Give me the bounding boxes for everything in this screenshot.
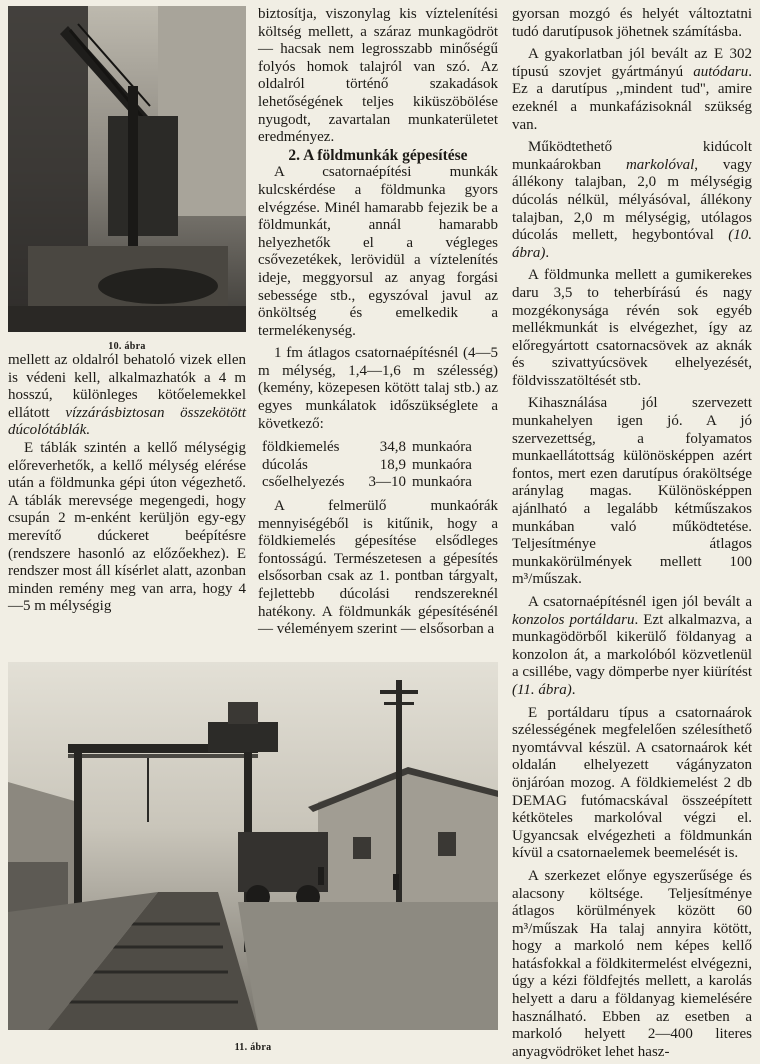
work-unit: munkaóra [411,456,472,473]
paragraph-text: A csatornaépítésnél igen jól bevált a [528,594,752,610]
column-2-paragraph-3: A felmerülő munkaórák mennyiségéből is kitűnik, hogy a földkiemelés gépesítése elsődleges fontosságú. Természetesen a gépesítés elsősorban csak az 1. pontban tárgyalt, fejlettebb dúcolási rendszereknél hatékony. A földmunkák gépesítésénél — véleményem szerint — elsősorban a [258,498,498,638]
work-value: 3—10 [368,474,406,491]
paragraph-text: Működtethető kidúcolt munkaárokban [512,139,752,173]
paragraph-text: . Ez a darutípus ,,mindent tud'', amire ezeknél a munkafázisoknál szükség van. [512,63,752,133]
portal-crane-photo-image [8,662,498,1030]
emphasis-text: vízzárásbiztosan összekötött dúcolótáblák. [8,404,247,439]
column-2-intro: biztosítja, viszonylag kis víztelenítési költség mellett, a száraz munkagödröt — hacsak nem legrosszabb minőségű folyós homok talajról van szó. Az oldalról történő szakadások lehetőségének teljes kiküszöbölése nyugodt, zavartalan munkaterületet eredményez. [258,6,498,146]
column-3-paragraph-1 [512,46,752,134]
paragraph-text: A gyakorlatban jól bevált az E 302 típusú szovjet gyártmányú [512,46,752,80]
column-2-paragraph-2: 1 fm átlagos csatornaépítésnél (4—5 m mélység, 1,4—1,6 m szélesség) (kemény, közepesen kötött talaj stb.) az egyes munkálatok időszükséglete a következő: [258,345,498,432]
column-3-paragraph-2 [512,139,752,262]
paragraph-text: . [545,244,550,261]
figure-10-photo [8,6,246,332]
column-3-paragraph-3: A földmunka mellett a gumikerekes daru 3,5 to teherbírású és nagy mozgékonysága révén sok egyéb mellékmunkát is elvégezhet, így az előregyártott csatornacsövek az aknák és szivattyúcsövek elhelyezését, földvisszatöltését stb. [512,267,752,389]
work-label: csőelhelyezés [262,474,345,491]
work-unit: munkaóra [411,474,472,491]
column-3-paragraph-6: E portáldaru típus a csatornaárok szélességének megfelelően szélesíthető nyomtávval készül. A csatornaárok két oldalán elhelyezett vágányzaton önjáróan mozog. A földkiemelést 2 db DEMAG futómacskával összeépített kétköteles markolóval végzi el. Ugyancsak elvégezheti a földmunkán kívül a csatornaelemek beemelését is. [512,704,752,862]
work-hours-table [262,439,472,492]
paragraph-text: , vagy állékony talajban, 2,0 m mélységig dúcolás nélkül, mélyásóval, állékony talajban, 2,0 m mélységig, utólagos dúcolás mellett, hegybontóval [512,156,752,244]
emphasis-text: autódaru [693,63,749,80]
column-1-paragraph-1 [8,352,246,440]
work-label: földkiemelés [262,439,340,456]
work-unit: munkaóra [411,439,472,456]
table-row [262,474,472,492]
column-1-paragraph-2: E táblák szintén a kellő mélységig előreverhetők, a kellő mélység elérése után a földmunka gépi úton végezhető. A táblák merevsége megengedi, hogy csupán 2 m-enként kerüljön egy-egy merevítő dúckeret beépítésre (rendszere hasonló az előzőekhez). E rendszer most áll kísérlet alatt, azonban minden remény meg van arra, hogy 4—5 m mélységig [8,439,246,615]
figure-11-caption: 11. ábra [234,1042,272,1053]
table-row [262,439,472,457]
figure-11-photo [8,662,498,1030]
column-2 [258,6,498,639]
work-value: 18,9 [379,456,406,473]
work-value: 34,8 [379,439,406,456]
column-3-paragraph-7: A szerkezet előnye egyszerűsége és alacsony költsége. Teljesítménye átlagos körülmények között 60 m³/műszak Ha talaj annyira kötött, hogy a markoló nem képes kellő hatásfokkal a földkitermelést elvégezni, úgy a kézi földfejtés mellett, a karolás helyett a daru a földanyag kiemelésére használható. Ebben az esetben a markoló helyett 2—400 literes anyagvödröket lehet hasz- [512,867,752,1060]
figure-10-caption: 10. ábra [108,341,146,352]
paragraph-text: mellett az oldalról behatoló vizek ellen is védeni kell, alkalmazhatók a 4 m hosszú, különleges kötőelemekkel ellátott [8,352,246,421]
figure-reference: (10. ábra) [512,227,752,261]
crane-photo-image [8,6,246,332]
table-row [262,457,472,475]
column-2-paragraph-1: A csatornaépítési munkák kulcskérdése a földmunka gyors elvégzése. Minél hamarabb fejezik be a földmunkát, annál hamarabb helyezhetők el a végleges csővezetékek, lerövidül a víztelenítés ideje, meggyorsul az anyag forgási sebessége stb., egyszóval javul az önköltség és emelkedik a termelékenység. [258,164,498,339]
column-3 [512,6,752,1061]
column-3-paragraph-4: Kihasználása jól szervezett munkahelyen igen jó. A jó szervezettség, a folyamatos munkaellátottság különösképpen azért fontos, mert ezen darutípus óraköltsége aránylag magas. Különösképpen ajánlható a legalább kétműszakos munkában való működtetése. Teljesítménye átlagos munkakörülmények mellett 100 m³/műszak. [512,395,752,588]
work-label: dúcolás [262,456,308,473]
emphasis-text: konzolos portáldaru [512,611,635,628]
emphasis-text: markolóval [625,156,695,173]
column-1 [8,352,246,616]
column-3-intro: gyorsan mozgó és helyét változtatni tudó darutípusok jöhetnek számításba. [512,6,752,40]
section-heading: 2. A földmunkák gépesítése [288,146,468,164]
paragraph-text: . Ezt alkalmazva, a munkagödörből kikerülő földanyag a konzolon át, a markolóból közvetlenül a csillébe, vagy dömperbe nyer kiürítést [512,611,753,681]
column-3-paragraph-5 [512,594,752,700]
figure-reference: (11. ábra) [512,681,572,698]
paragraph-text: . [571,681,576,698]
